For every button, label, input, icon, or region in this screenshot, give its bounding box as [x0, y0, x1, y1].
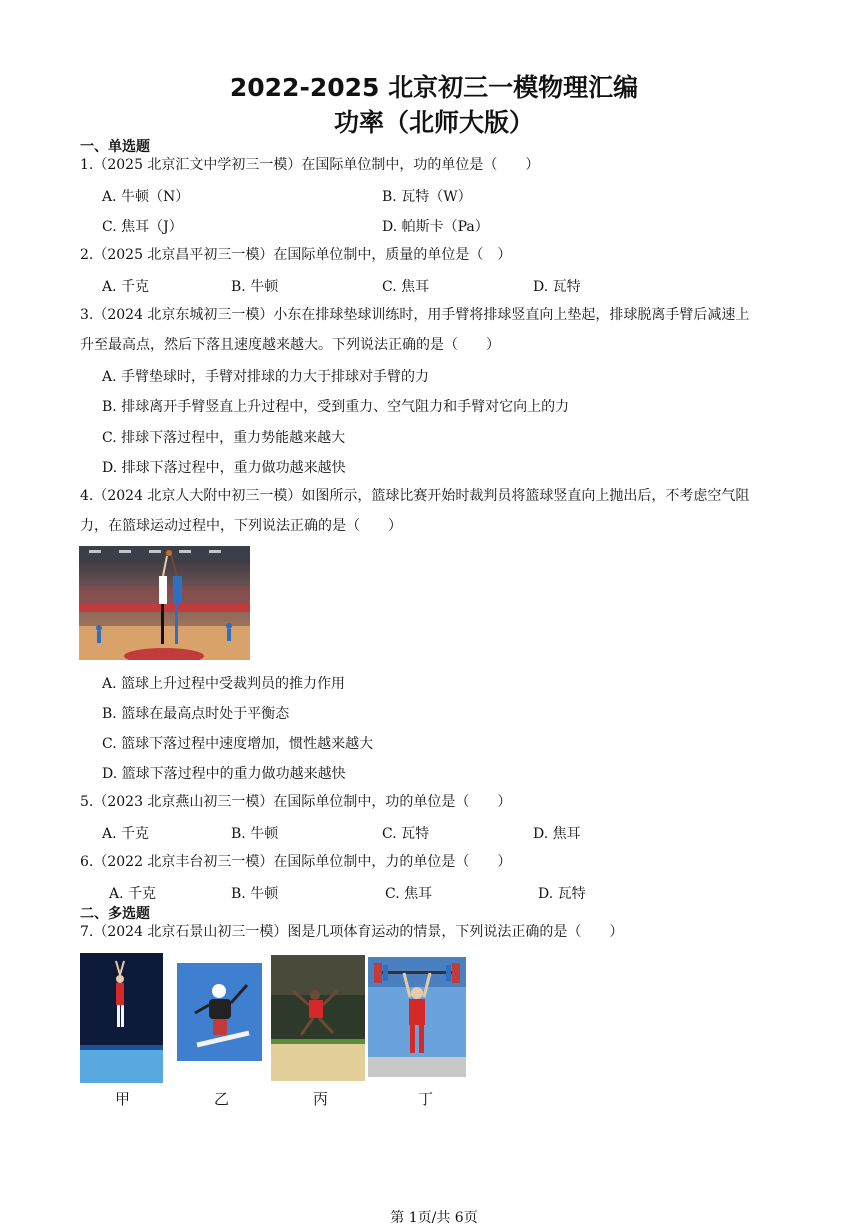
- q2-option-a: A. 千克: [102, 279, 150, 295]
- q2-option-b: B. 牛顿: [231, 279, 279, 295]
- q6-option-d: D. 瓦特: [538, 886, 586, 902]
- page-number: 第 1页/共 6页: [390, 1210, 478, 1226]
- long-jump-photo-icon: [271, 955, 365, 1081]
- caption-jia: 甲: [115, 1090, 131, 1108]
- snowboard-photo-icon: [177, 963, 262, 1061]
- question-3-stem-line2: 升至最高点，然后下落且速度越来越大。下列说法正确的是（ ）: [80, 337, 500, 353]
- q3-option-b: B. 排球离开手臂竖直上升过程中，受到重力、空气阻力和手臂对它向上的力: [102, 399, 570, 415]
- q4-option-d: D. 篮球下落过程中的重力做功越来越快: [102, 766, 346, 782]
- question-4-stem-line1: 4.（2024 北京人大附中初三一模）如图所示，篮球比赛开始时裁判员将篮球竖直向上抛出后，不考虑空气阻: [80, 488, 750, 504]
- document-title-line1: 2022-2025 北京初三一模物理汇编: [229, 73, 639, 102]
- q3-option-c: C. 排球下落过程中，重力势能越来越大: [102, 430, 346, 446]
- document-title-line2: 功率（北师大版）: [333, 108, 534, 137]
- q5-option-a: A. 千克: [102, 826, 150, 842]
- caption-ding: 丁: [418, 1090, 434, 1108]
- q1-option-a: A. 牛顿（N）: [102, 189, 190, 205]
- q6-option-c: C. 焦耳: [385, 886, 433, 902]
- question-2-stem: 2.（2025 北京昌平初三一模）在国际单位制中，质量的单位是（ ）: [80, 247, 512, 263]
- question-1-stem: 1.（2025 北京汇文中学初三一模）在国际单位制中，功的单位是（ ）: [80, 157, 540, 173]
- q1-option-c: C. 焦耳（J）: [102, 219, 183, 235]
- weightlifting-photo-icon: [368, 957, 466, 1077]
- q1-option-b: B. 瓦特（W）: [382, 189, 472, 205]
- question-7-stem: 7.（2024 北京石景山初三一模）图是几项体育运动的情景，下列说法正确的是（ ）: [80, 924, 624, 940]
- q3-option-a: A. 手臂垫球时，手臂对排球的力大于排球对手臂的力: [102, 369, 430, 385]
- caption-yi: 乙: [214, 1090, 230, 1108]
- q5-option-d: D. 焦耳: [533, 826, 581, 842]
- q2-option-c: C. 焦耳: [382, 279, 430, 295]
- q6-option-b: B. 牛顿: [231, 886, 279, 902]
- section-heading-single-choice: 一、单选题: [80, 139, 150, 155]
- q5-option-c: C. 瓦特: [382, 826, 430, 842]
- q3-option-d: D. 排球下落过程中，重力做功越来越快: [102, 460, 346, 476]
- q1-option-d: D. 帕斯卡（Pa）: [382, 219, 489, 235]
- q6-option-a: A. 千克: [109, 886, 157, 902]
- caption-bing: 丙: [313, 1090, 329, 1108]
- q4-option-b: B. 篮球在最高点时处于平衡态: [102, 706, 290, 722]
- question-3-stem-line1: 3.（2024 北京东城初三一模）小东在排球垫球训练时，用手臂将排球竖直向上垫起，排球脱离手臂后减速上: [80, 307, 750, 323]
- section-heading-multi-choice: 二、多选题: [80, 906, 150, 922]
- basketball-photo-icon: [79, 546, 250, 660]
- q5-option-b: B. 牛顿: [231, 826, 279, 842]
- q4-option-c: C. 篮球下落过程中速度增加，惯性越来越大: [102, 736, 374, 752]
- trampoline-photo-icon: [80, 953, 163, 1083]
- q2-option-d: D. 瓦特: [533, 279, 581, 295]
- question-4-stem-line2: 力，在篮球运动过程中，下列说法正确的是（ ）: [80, 518, 402, 534]
- question-5-stem: 5.（2023 北京燕山初三一模）在国际单位制中，功的单位是（ ）: [80, 794, 512, 810]
- q4-option-a: A. 篮球上升过程中受裁判员的推力作用: [102, 676, 346, 692]
- question-6-stem: 6.（2022 北京丰台初三一模）在国际单位制中，力的单位是（ ）: [80, 854, 512, 870]
